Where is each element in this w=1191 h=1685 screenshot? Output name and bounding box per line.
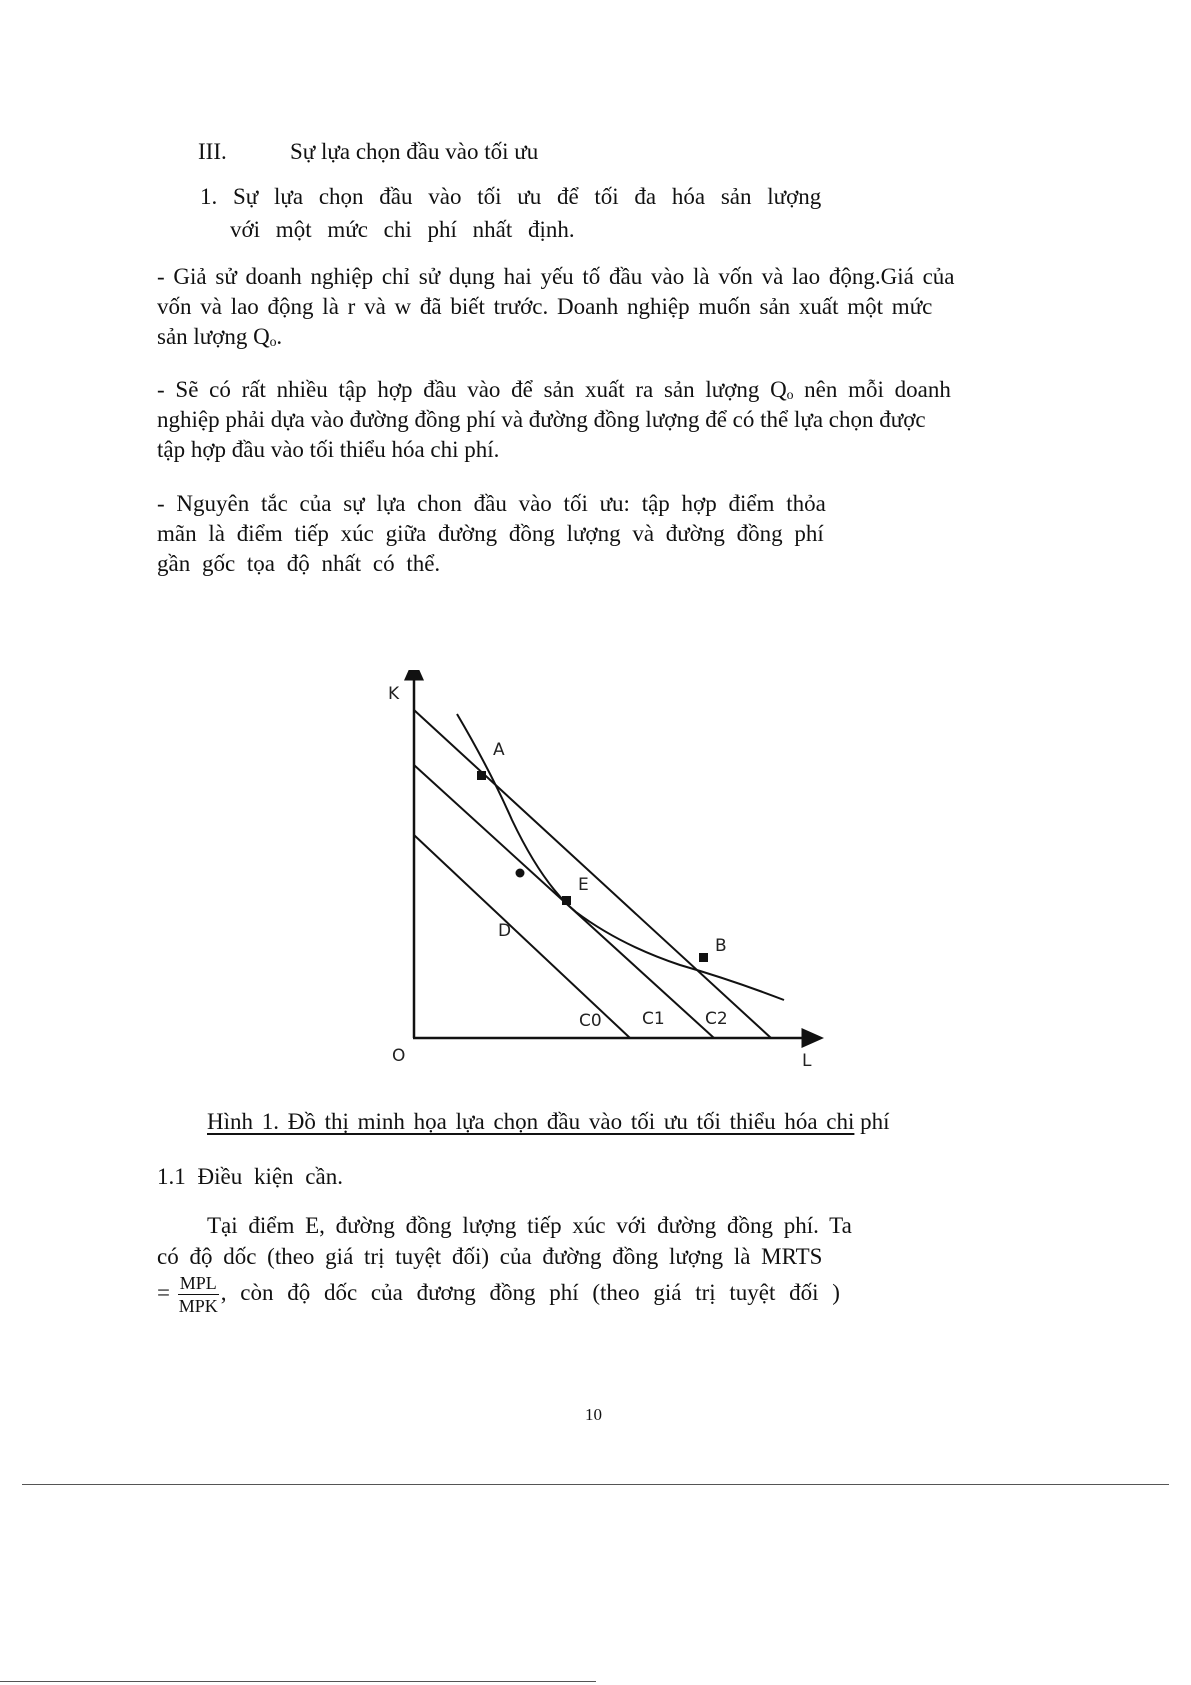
point-b-label: B — [715, 936, 727, 956]
paragraph-line: mãn là điểm tiếp xúc giữa đường đồng lượng và đường đồng phí — [157, 521, 824, 546]
figure-caption — [207, 1109, 890, 1135]
page-divider — [22, 1484, 1169, 1485]
condition-heading: 1.1 Điều kiện cần. — [157, 1164, 343, 1189]
condition-body — [157, 1210, 852, 1272]
paragraph-line: - Sẽ có rất nhiều tập hợp đầu vào để sản xuất ra sản lượng Qₒ nên mỗi doanh — [157, 377, 951, 402]
bottom-divider — [0, 1681, 596, 1682]
section-number: III. — [198, 139, 227, 164]
point-b-marker — [699, 953, 708, 962]
paragraph-input-sets — [157, 375, 951, 465]
figure-caption-underlined: Hình 1. Đồ thị minh họa lựa chọn đầu vào tối ưu tối thiểu hóa chi — [207, 1109, 855, 1134]
line-label-c1: C1 — [642, 1009, 665, 1029]
line-label-c2: C2 — [705, 1009, 728, 1029]
point-d-label: D — [498, 921, 512, 941]
paragraph-line: - Giả sử doanh nghiệp chỉ sử dụng hai yếu tố đầu vào là vốn và lao động.Giá của — [157, 264, 955, 289]
point-a-label: A — [493, 740, 505, 760]
paragraph-assumption — [157, 262, 955, 352]
axis-label-k: K — [388, 684, 400, 704]
isocost-line-c0 — [414, 835, 630, 1038]
fraction-denominator: MPK — [178, 1296, 218, 1316]
page-number: 10 — [585, 1405, 602, 1424]
isoquant-curve — [457, 714, 784, 1000]
axis-label-l: L — [802, 1051, 812, 1070]
paragraph-line: gần gốc tọa độ nhất có thể. — [157, 551, 441, 576]
figure-caption-tail: phí — [854, 1109, 890, 1134]
mrts-fraction — [178, 1272, 219, 1317]
condition-line-2: có độ dốc (theo giá trị tuyệt đối) của đường đồng lượng là MRTS — [157, 1244, 823, 1269]
equals-sign: = — [157, 1279, 170, 1305]
point-e-marker — [562, 896, 571, 905]
subsection-title-line-1: 1. Sự lựa chọn đầu vào tối ưu để tối đa hóa sản lượng — [200, 184, 822, 209]
condition-line-3: , còn độ dốc của đương đồng phí (theo giá trị tuyệt đối ) — [220, 1279, 840, 1305]
fraction-numerator: MPL — [179, 1273, 217, 1293]
paragraph-line: vốn và lao động là r và w đã biết trước. Doanh nghiệp muốn sản xuất một mức — [157, 294, 933, 319]
paragraph-line: nghiệp phải dựa vào đường đồng phí và đường đồng lượng để có thể lựa chọn được — [157, 407, 926, 432]
origin-label: O — [392, 1046, 406, 1066]
cost-minimization-diagram — [360, 670, 840, 1070]
point-e-label: E — [578, 875, 589, 895]
point-d-marker — [516, 869, 525, 878]
subsection-title-line-2: với một mức chi phí nhất định. — [230, 217, 575, 242]
paragraph-line: - Nguyên tắc của sự lựa chon đầu vào tối ưu: tập hợp điểm thỏa — [157, 491, 826, 516]
condition-formula-line — [157, 1272, 840, 1317]
paragraph-line: tập hợp đầu vào tối thiểu hóa chi phí. — [157, 437, 500, 462]
section-title: Sự lựa chọn đầu vào tối ưu — [290, 139, 539, 164]
condition-line-1: Tại điểm E, đường đồng lượng tiếp xúc với đường đồng phí. Ta — [207, 1213, 852, 1238]
line-label-c0: C0 — [579, 1011, 602, 1031]
paragraph-principle — [157, 489, 826, 579]
isocost-line-c2 — [414, 710, 771, 1038]
point-a-marker — [477, 771, 486, 780]
paragraph-line: sản lượng Qₒ. — [157, 324, 283, 349]
